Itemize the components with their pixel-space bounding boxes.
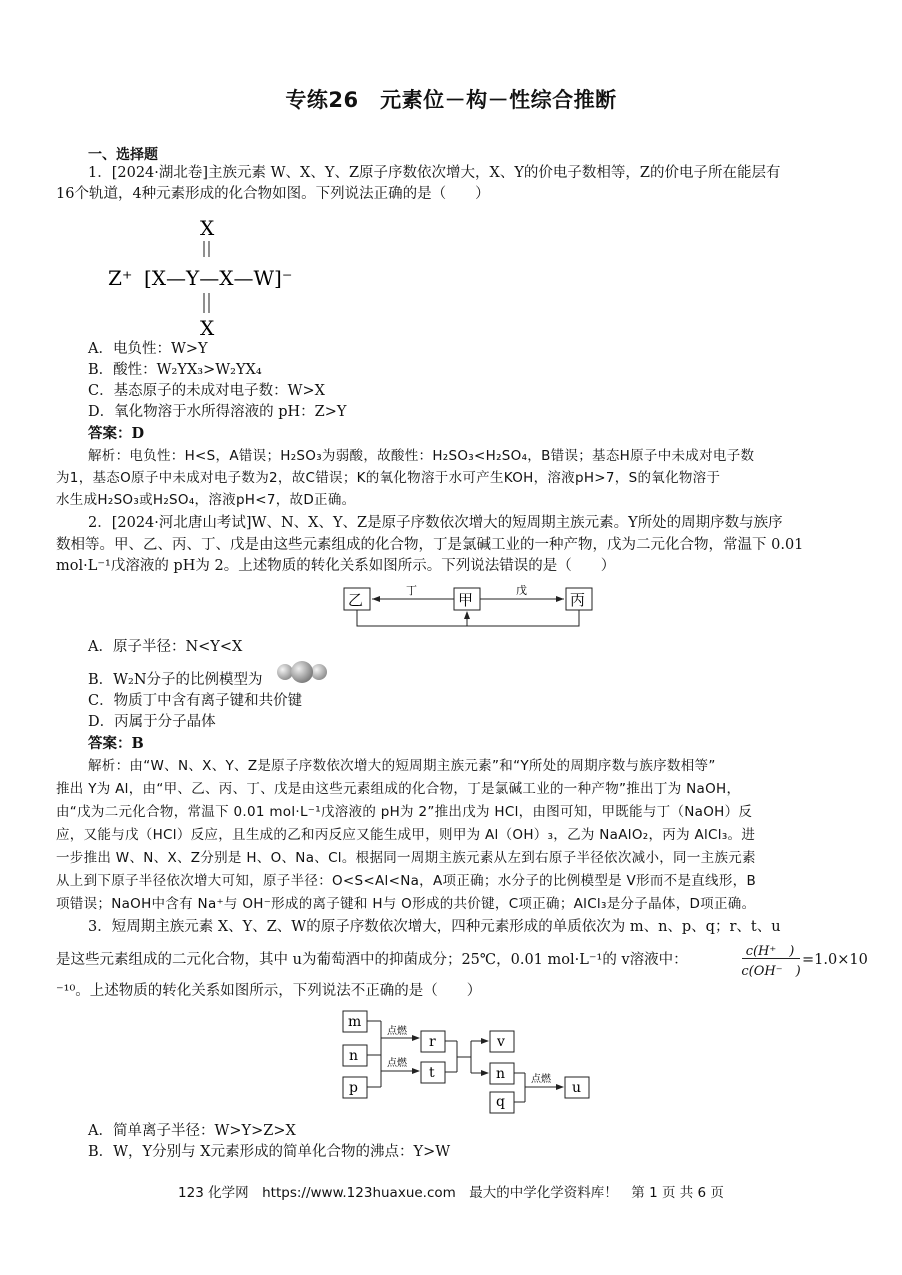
- q3-option-a: A．简单离子半径：W>Y>Z>X: [88, 1123, 296, 1139]
- q3-conversion-diagram: [335, 1005, 605, 1125]
- q2-conversion-diagram: [330, 582, 600, 642]
- q2-node-jia: 甲: [458, 591, 474, 609]
- section-heading: 一、选择题: [88, 147, 158, 163]
- q2-arrow-label-ding: 丁: [406, 584, 417, 597]
- q2-node-yi: 乙: [348, 591, 364, 609]
- q3-stem-line1: 3．短周期主族元素 X、Y、Z、W的原子序数依次增大，四种元素形成的单质依次为 m、n、p、q；r、t、u: [88, 919, 781, 935]
- q1-option-c: C．基态原子的未成对电子数：W>X: [88, 383, 325, 399]
- q3-stem-line2: 是这些元素组成的二元化合物，其中 u为葡萄酒中的抑菌成分；25℃，0.01 mol·L⁻¹的 v溶液中：: [56, 952, 688, 968]
- q1-option-b: B．酸性：W₂YX₃>W₂YX₄: [88, 362, 262, 378]
- q2-explanation-line1: 解析：由“W、N、X、Y、Z是原子序数依次增大的短周期主族元素”和“Y所处的周期序数与族序数相等”: [88, 758, 716, 774]
- q2-option-b: B．W₂N分子的比例模型为: [88, 672, 263, 688]
- q1-structure-diagram: [100, 215, 360, 345]
- q3-option-b: B．W，Y分别与 X元素形成的简单化合物的沸点：Y>W: [88, 1144, 451, 1160]
- q2-option-c: C．物质丁中含有离子键和共价键: [88, 693, 303, 709]
- q2-explanation-line5: 一步推出 W、N、X、Z分别是 H、O、Na、Cl。根据同一周期主族元素从左到右原子半径依次减小，同一主族元素: [56, 850, 756, 866]
- q2-stem-line2: 数相等。甲、乙、丙、丁、戊是由这些元素组成的化合物，丁是氯碱工业的一种产物，戊为二元化合物，常温下 0.01: [56, 537, 804, 553]
- water-molecule-model-icon: [275, 659, 329, 685]
- q2-stem-line3: mol·L⁻¹戊溶液的 pH为 2。上述物质的转化关系如图所示。下列说法错误的是（ ）: [56, 558, 616, 574]
- q3-stem-line3: ⁻¹⁰。上述物质的转化关系如图所示，下列说法不正确的是（ ）: [56, 983, 482, 999]
- q1-option-a: A．电负性：W>Y: [88, 341, 208, 357]
- q2-explanation-line3: 由“戊为二元化合物，常温下 0.01 mol·L⁻¹戊溶液的 pH为 2”推出戊为 HCl，由图可知，甲既能与丁（NaOH）反: [56, 804, 753, 820]
- q2-answer: 答案：B: [88, 735, 144, 752]
- page-footer: 123 化学网 https://www.123huaxue.com 最大的中学化学资料库！ 第 1 页 共 6 页: [178, 1185, 724, 1201]
- q3-node-q: q: [496, 1094, 505, 1110]
- struct-z-ion: Z⁺: [108, 266, 133, 290]
- q3-label-fire1: 点燃: [387, 1026, 407, 1037]
- q3-node-r: r: [429, 1034, 436, 1050]
- q3-node-n2: n: [496, 1066, 506, 1082]
- struct-x-top: X: [200, 216, 215, 240]
- q3-label-fire3: 点燃: [531, 1074, 551, 1085]
- q3-fraction-bar: [742, 958, 800, 959]
- q1-answer: 答案：D: [88, 425, 145, 442]
- q2-node-bing: 丙: [570, 591, 586, 609]
- q1-explanation-line2: 为1，基态O原子中未成对电子数为2，故C错误；K的氧化物溶于水可产生KOH，溶液pH>7，S的氧化物溶于: [56, 470, 721, 486]
- q1-explanation-line1: 解析：电负性：H<S，A错误；H₂SO₃为弱酸，故酸性：H₂SO₃<H₂SO₄，B错误；基态H原子中未成对电子数: [88, 448, 755, 464]
- q3-node-t: t: [429, 1065, 435, 1081]
- q3-fraction-value: =1.0×10: [802, 952, 868, 968]
- page-title: 专练26 元素位－构－性综合推断: [285, 88, 617, 112]
- q3-node-n1: n: [349, 1048, 359, 1064]
- q2-option-a: A．原子半径：N<Y<X: [88, 639, 243, 655]
- q1-stem-line2: 16个轨道，4种元素形成的化合物如图。下列说法正确的是（ ）: [56, 186, 490, 202]
- q3-label-fire2: 点燃: [387, 1058, 407, 1069]
- q3-fraction-denominator: c(OH⁻ ): [741, 964, 801, 979]
- struct-chain: [X—Y—X—W]⁻: [144, 266, 293, 290]
- q2-stem-line1: 2．[2024·河北唐山考试]W、N、X、Y、Z是原子序数依次增大的短周期主族元素。Y所处的周期序数与族序: [88, 515, 783, 531]
- q2-explanation-line7: 项错误；NaOH中含有 Na⁺与 OH⁻形成的离子键和 H与 O形成的共价键，C项正确；AlCl₃是分子晶体，D项正确。: [56, 896, 756, 912]
- struct-x-bottom: X: [200, 316, 215, 340]
- q2-explanation-line6: 从上到下原子半径依次增大可知，原子半径：O<S<Al<Na，A项正确；水分子的比例模型是 V形而不是直线形，B: [56, 873, 757, 889]
- q1-explanation-line3: 水生成H₂SO₃或H₂SO₄，溶液pH<7，故D正确。: [56, 492, 356, 508]
- q1-option-d: D．氧化物溶于水所得溶液的 pH：Z>Y: [88, 404, 347, 420]
- q2-arrow-label-wu: 戊: [516, 584, 527, 597]
- q2-explanation-line2: 推出 Y为 Al，由“甲、乙、丙、丁、戊是由这些元素组成的化合物，丁是氯碱工业的一种产物”推出丁为 NaOH，: [56, 781, 741, 797]
- q2-explanation-line4: 应，又能与戊（HCl）反应，且生成的乙和丙反应又能生成甲，则甲为 Al（OH）₃，乙为 NaAlO₂，丙为 AlCl₃。进: [56, 827, 756, 843]
- q3-node-m: m: [348, 1014, 362, 1030]
- q3-node-u: u: [572, 1080, 582, 1096]
- q1-stem-line1: 1．[2024·湖北卷]主族元素 W、X、Y、Z原子序数依次增大，X、Y的价电子数相等，Z的价电子所在能层有: [88, 165, 781, 181]
- q3-node-v: v: [497, 1034, 505, 1050]
- q3-node-p: p: [349, 1080, 358, 1096]
- q3-fraction-numerator: c(H⁺ ): [745, 944, 795, 959]
- q2-option-d: D．丙属于分子晶体: [88, 714, 216, 730]
